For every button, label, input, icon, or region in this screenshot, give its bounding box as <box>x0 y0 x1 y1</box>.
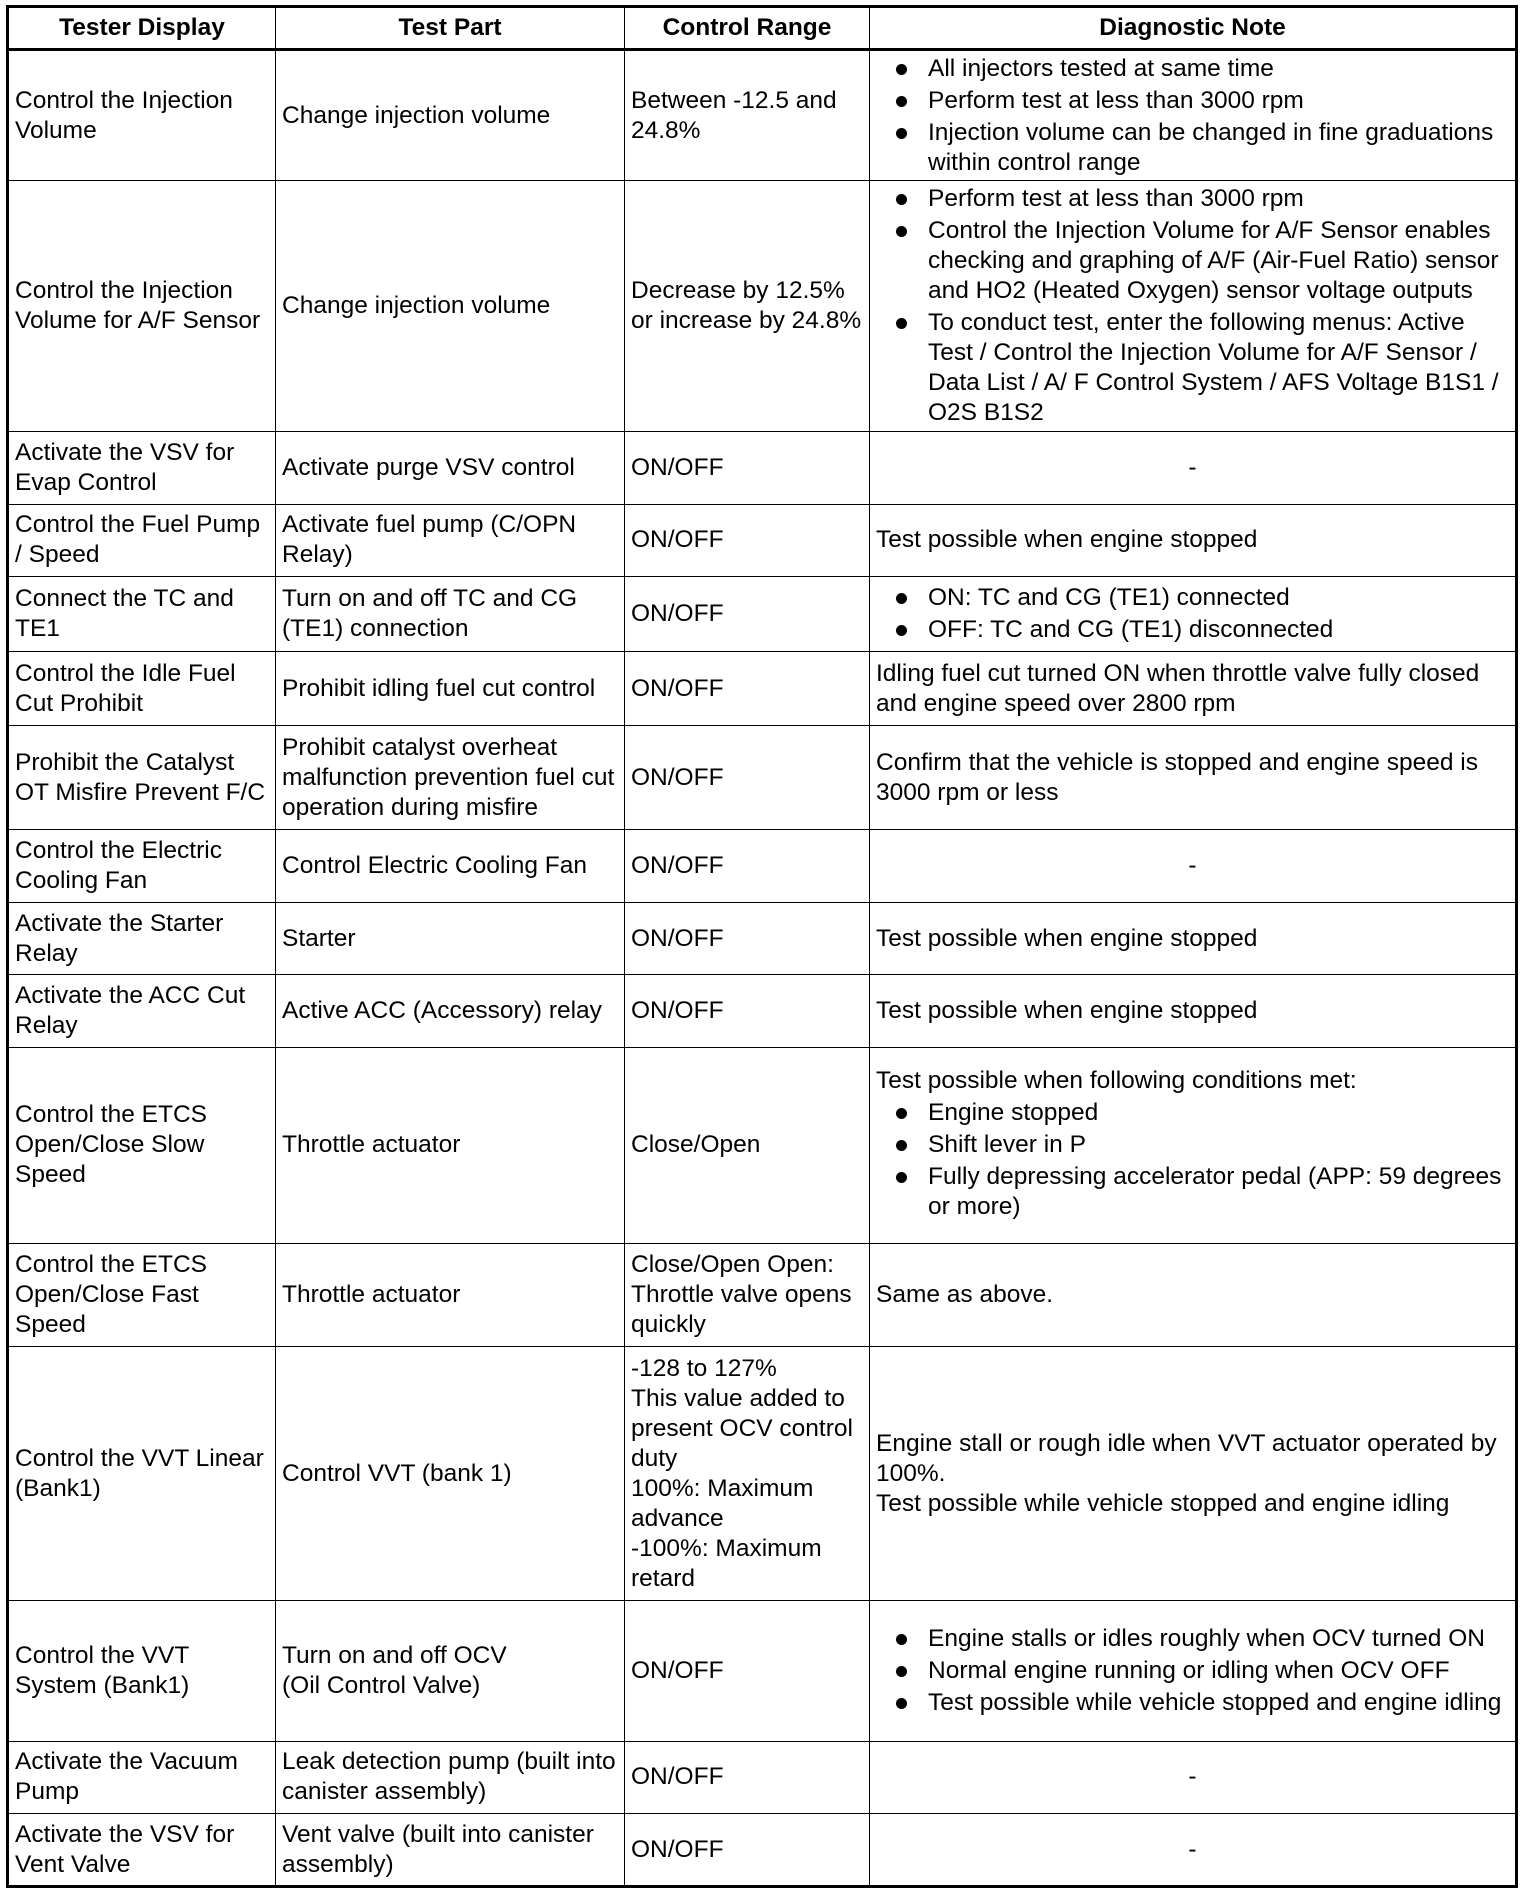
cell-diagnostic-note: - <box>870 432 1517 505</box>
table-row <box>8 1814 1517 1887</box>
note-bullet: Engine stopped <box>876 1098 1509 1128</box>
header-control-range: Control Range <box>625 7 870 50</box>
cell-tester-display: Control the Injection Volume for A/F Sensor <box>8 181 276 432</box>
cell-test-part: Vent valve (built into canister assembly) <box>276 1814 625 1887</box>
cell-diagnostic-note: Confirm that the vehicle is stopped and engine speed is 3000 rpm or less <box>870 726 1517 830</box>
note-list <box>876 184 1509 428</box>
cell-tester-display: Control the ETCS Open/Close Fast Speed <box>8 1243 276 1347</box>
note-lead: Test possible when following conditions met: <box>876 1067 1357 1095</box>
cell-control-range: ON/OFF <box>625 1814 870 1887</box>
cell-control-range: ON/OFF <box>625 504 870 577</box>
table-row <box>8 902 1517 975</box>
cell-tester-display: Control the Injection Volume <box>8 50 276 181</box>
header-row <box>8 7 1517 50</box>
note-bullet: ON: TC and CG (TE1) connected <box>876 583 1509 613</box>
table-row <box>8 1741 1517 1814</box>
cell-control-range: Close/Open <box>625 1048 870 1244</box>
cell-diagnostic-note <box>870 181 1517 432</box>
cell-diagnostic-note: Test possible when engine stopped <box>870 975 1517 1048</box>
cell-test-part: Prohibit catalyst overheat malfunction prevention fuel cut operation during misfire <box>276 726 625 830</box>
table-row <box>8 577 1517 652</box>
cell-control-range: ON/OFF <box>625 726 870 830</box>
note-bullet: Engine stalls or idles roughly when OCV turned ON <box>876 1624 1509 1654</box>
cell-tester-display: Activate the VSV for Vent Valve <box>8 1814 276 1887</box>
note-bullet: Test possible while vehicle stopped and engine idling <box>876 1688 1509 1718</box>
table-row <box>8 1600 1517 1741</box>
note-bullet: All injectors tested at same time <box>876 54 1509 84</box>
table-row <box>8 1347 1517 1600</box>
note-list <box>876 1624 1509 1718</box>
cell-test-part: Change injection volume <box>276 50 625 181</box>
cell-test-part: Turn on and off OCV (Oil Control Valve) <box>276 1600 625 1741</box>
header-tester-display: Tester Display <box>8 7 276 50</box>
cell-tester-display: Activate the VSV for Evap Control <box>8 432 276 505</box>
cell-tester-display: Activate the Vacuum Pump <box>8 1741 276 1814</box>
cell-diagnostic-note: - <box>870 1814 1517 1887</box>
cell-test-part: Leak detection pump (built into canister assembly) <box>276 1741 625 1814</box>
table-row <box>8 1048 1517 1244</box>
table-row <box>8 504 1517 577</box>
note-bullet: Shift lever in P <box>876 1130 1509 1160</box>
table-row <box>8 432 1517 505</box>
active-test-table <box>6 5 1518 1888</box>
cell-tester-display: Prohibit the Catalyst OT Misfire Prevent F/C <box>8 726 276 830</box>
cell-test-part: Control Electric Cooling Fan <box>276 830 625 903</box>
table-row <box>8 726 1517 830</box>
cell-control-range: ON/OFF <box>625 830 870 903</box>
note-list <box>876 54 1509 178</box>
note-list <box>876 583 1509 645</box>
cell-tester-display: Control the Idle Fuel Cut Prohibit <box>8 651 276 726</box>
cell-tester-display: Control the VVT System (Bank1) <box>8 1600 276 1741</box>
cell-tester-display: Control the VVT Linear (Bank1) <box>8 1347 276 1600</box>
note-bullet: To conduct test, enter the following menus: Active Test / Control the Injection Volume for A/F Sensor / Data List / A/ F Control System / AFS Voltage B1S1 / O2S B1S2 <box>876 308 1509 428</box>
cell-diagnostic-note <box>870 50 1517 181</box>
cell-control-range: ON/OFF <box>625 651 870 726</box>
table-row <box>8 651 1517 726</box>
cell-control-range: ON/OFF <box>625 1741 870 1814</box>
cell-tester-display: Connect the TC and TE1 <box>8 577 276 652</box>
cell-diagnostic-note: Test possible when engine stopped <box>870 902 1517 975</box>
note-bullet: OFF: TC and CG (TE1) disconnected <box>876 615 1509 645</box>
cell-test-part: Change injection volume <box>276 181 625 432</box>
header-test-part: Test Part <box>276 7 625 50</box>
note-bullet: Fully depressing accelerator pedal (APP: 59 degrees or more) <box>876 1162 1509 1222</box>
cell-tester-display: Activate the Starter Relay <box>8 902 276 975</box>
cell-diagnostic-note: - <box>870 1741 1517 1814</box>
cell-control-range: ON/OFF <box>625 432 870 505</box>
cell-tester-display: Control the Fuel Pump / Speed <box>8 504 276 577</box>
table-row <box>8 1243 1517 1347</box>
cell-diagnostic-note: Idling fuel cut turned ON when throttle valve fully closed and engine speed over 2800 rpm <box>870 651 1517 726</box>
note-list <box>876 1098 1509 1222</box>
cell-test-part: Prohibit idling fuel cut control <box>276 651 625 726</box>
cell-tester-display: Control the ETCS Open/Close Slow Speed <box>8 1048 276 1244</box>
cell-test-part: Active ACC (Accessory) relay <box>276 975 625 1048</box>
cell-diagnostic-note: Engine stall or rough idle when VVT actuator operated by 100%. Test possible while vehicle stopped and engine idling <box>870 1347 1517 1600</box>
cell-test-part: Starter <box>276 902 625 975</box>
cell-diagnostic-note <box>870 577 1517 652</box>
cell-control-range: Between -12.5 and 24.8% <box>625 50 870 181</box>
cell-tester-display: Activate the ACC Cut Relay <box>8 975 276 1048</box>
cell-test-part: Throttle actuator <box>276 1243 625 1347</box>
cell-control-range: -128 to 127% This value added to present OCV control duty 100%: Maximum advance -100%: Maximum retard <box>625 1347 870 1600</box>
cell-tester-display: Control the Electric Cooling Fan <box>8 830 276 903</box>
cell-diagnostic-note: Test possible when engine stopped <box>870 504 1517 577</box>
cell-control-range: ON/OFF <box>625 1600 870 1741</box>
cell-diagnostic-note <box>870 1048 1517 1244</box>
table-row <box>8 975 1517 1048</box>
cell-test-part: Turn on and off TC and CG (TE1) connection <box>276 577 625 652</box>
note-bullet: Normal engine running or idling when OCV OFF <box>876 1656 1509 1686</box>
cell-control-range: Decrease by 12.5% or increase by 24.8% <box>625 181 870 432</box>
cell-control-range: Close/Open Open: Throttle valve opens quickly <box>625 1243 870 1347</box>
cell-test-part: Control VVT (bank 1) <box>276 1347 625 1600</box>
cell-test-part: Activate fuel pump (C/OPN Relay) <box>276 504 625 577</box>
cell-test-part: Throttle actuator <box>276 1048 625 1244</box>
cell-test-part: Activate purge VSV control <box>276 432 625 505</box>
note-bullet: Perform test at less than 3000 rpm <box>876 86 1509 116</box>
cell-diagnostic-note: - <box>870 830 1517 903</box>
cell-diagnostic-note <box>870 1600 1517 1741</box>
header-diagnostic-note: Diagnostic Note <box>870 7 1517 50</box>
table-row <box>8 830 1517 903</box>
note-bullet: Injection volume can be changed in fine graduations within control range <box>876 118 1509 178</box>
note-bullet: Perform test at less than 3000 rpm <box>876 184 1509 214</box>
table-row <box>8 50 1517 181</box>
note-bullet: Control the Injection Volume for A/F Sensor enables checking and graphing of A/F (Air-Fuel Ratio) sensor and HO2 (Heated Oxygen) sensor voltage outputs <box>876 216 1509 306</box>
cell-diagnostic-note: Same as above. <box>870 1243 1517 1347</box>
cell-control-range: ON/OFF <box>625 902 870 975</box>
cell-control-range: ON/OFF <box>625 577 870 652</box>
cell-control-range: ON/OFF <box>625 975 870 1048</box>
table-row <box>8 181 1517 432</box>
